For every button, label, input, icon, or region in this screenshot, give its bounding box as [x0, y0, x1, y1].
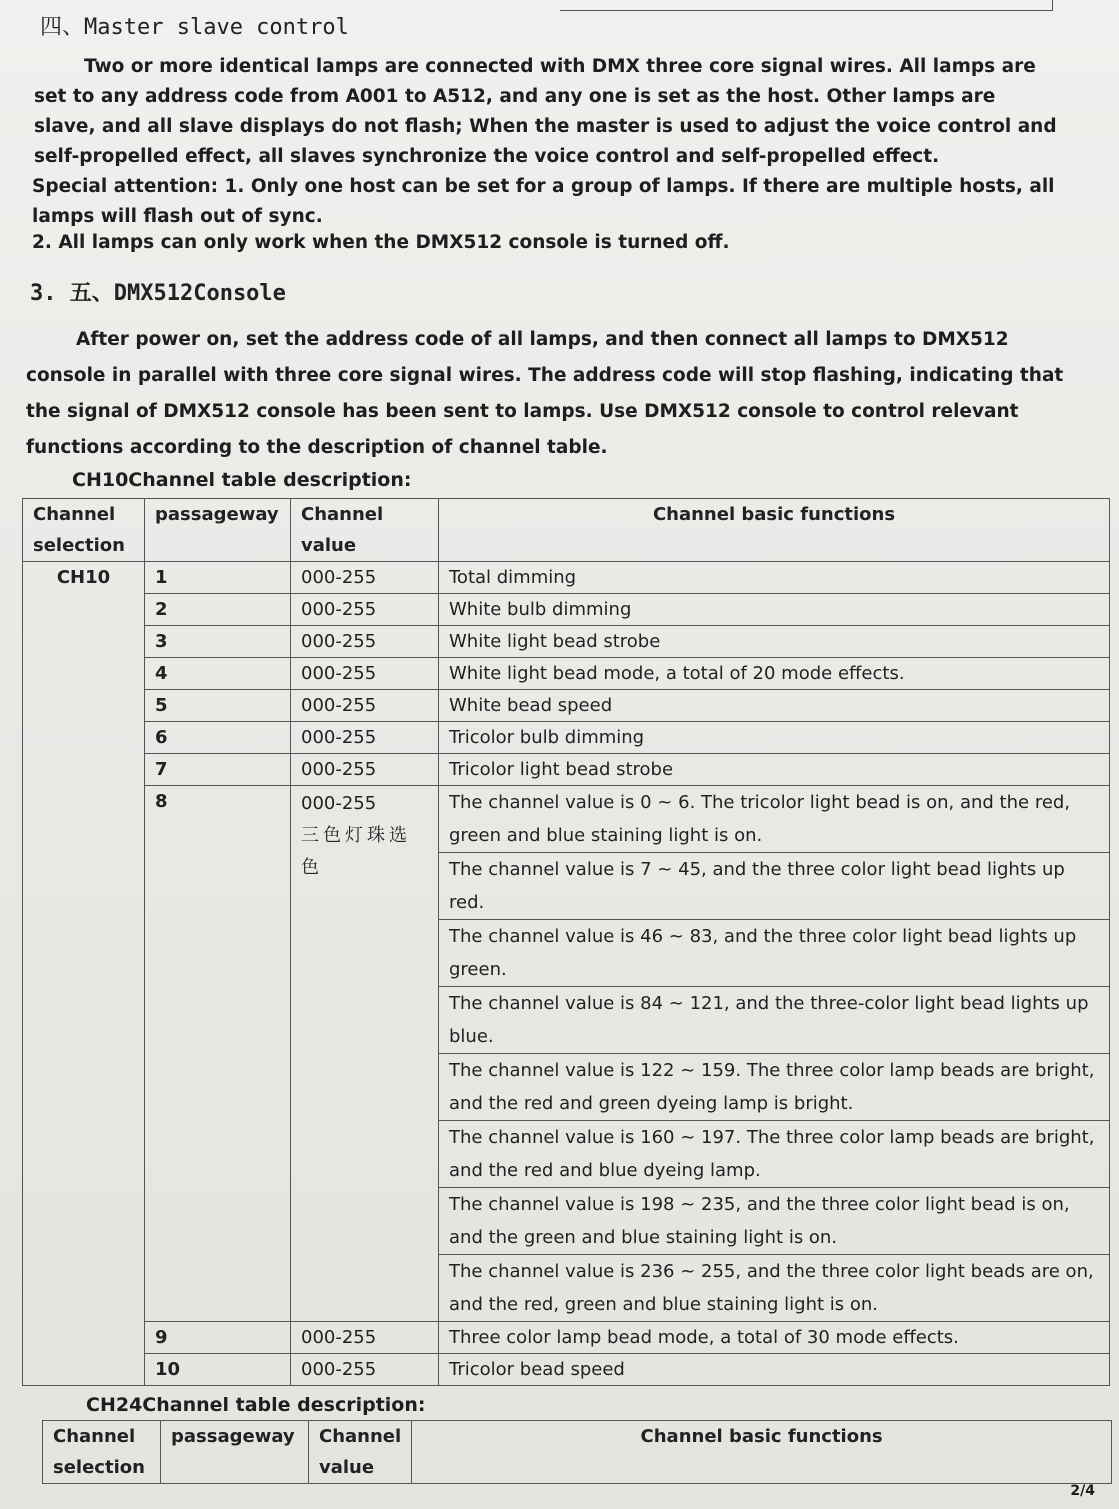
passageway-cell: 8	[145, 786, 291, 1322]
function-cell: The channel value is 0 ~ 6. The tricolor light bead is on, and the red, green and blue staining light is on.	[439, 786, 1109, 853]
table-row	[23, 1354, 1110, 1386]
function-cell: Total dimming	[439, 562, 1110, 594]
value-cell: 000-255	[291, 1354, 439, 1386]
passageway-cell: 1	[145, 562, 291, 594]
value-cell: 000-255	[291, 754, 439, 786]
table-row	[23, 1322, 1110, 1354]
function-cell: The channel value is 84 ~ 121, and the three-color light bead lights up blue.	[439, 987, 1109, 1054]
function-cell: White light bead strobe	[439, 626, 1110, 658]
section-5-title: 3. 五、DMX512Console	[30, 281, 286, 306]
header-channel-value: Channel value	[291, 499, 439, 562]
ch10-channel-table	[22, 498, 1110, 1386]
value-cell: 000-255	[291, 562, 439, 594]
special-attention-2: 2. All lamps can only work when the DMX512 console is turned off.	[32, 232, 730, 253]
table-row	[23, 658, 1110, 690]
function-cell: The channel value is 160 ~ 197. The three color lamp beads are bright, and the red and blue dyeing lamp.	[439, 1121, 1109, 1188]
special-attention-1: Special attention: 1. Only one host can be set for a group of lamps. If there are multiple hosts, all lamps will flash out of sync.	[32, 176, 1055, 227]
table-row	[23, 594, 1110, 626]
function-cell: The channel value is 46 ~ 83, and the three color light bead lights up green.	[439, 920, 1109, 987]
top-frame-line	[560, 0, 1053, 11]
table-row	[23, 754, 1110, 786]
header-passageway: passageway	[161, 1421, 309, 1484]
passageway-cell: 4	[145, 658, 291, 690]
value-cell	[291, 786, 439, 1322]
passageway-cell: 9	[145, 1322, 291, 1354]
section-4-title: 四、Master slave control	[40, 15, 349, 40]
value-cell: 000-255	[291, 594, 439, 626]
value-cell: 000-255	[291, 1322, 439, 1354]
value-cell: 000-255	[291, 722, 439, 754]
value-cell: 000-255	[291, 626, 439, 658]
header-channel-selection: Channel selection	[43, 1421, 161, 1484]
header-channel-value: Channel value	[309, 1421, 412, 1484]
function-cell: Tricolor light bead strobe	[439, 754, 1110, 786]
function-cell: The channel value is 122 ~ 159. The three color lamp beads are bright, and the red and green dyeing lamp is bright.	[439, 1054, 1109, 1121]
passageway-cell: 6	[145, 722, 291, 754]
passageway-cell: 7	[145, 754, 291, 786]
function-cell-group	[439, 786, 1110, 1322]
value-cell: 000-255	[291, 690, 439, 722]
value-chinese-label: 三色灯珠选色	[301, 825, 411, 878]
passageway-cell: 3	[145, 626, 291, 658]
header-channel-selection: Channel selection	[23, 499, 145, 562]
function-cell: White bulb dimming	[439, 594, 1110, 626]
header-basic-functions: Channel basic functions	[412, 1421, 1112, 1484]
passageway-cell: 5	[145, 690, 291, 722]
table-row	[23, 722, 1110, 754]
header-passageway: passageway	[145, 499, 291, 562]
function-cell: The channel value is 198 ~ 235, and the three color light bead is on, and the green and blue staining light is on.	[439, 1188, 1109, 1255]
value-cell: 000-255	[291, 658, 439, 690]
function-cell: The channel value is 7 ~ 45, and the three color light bead lights up red.	[439, 853, 1109, 920]
table-row-channel-8	[23, 786, 1110, 1322]
function-cell: White bead speed	[439, 690, 1110, 722]
function-cell: White light bead mode, a total of 20 mode effects.	[439, 658, 1110, 690]
table-row	[23, 562, 1110, 594]
function-cell: The channel value is 236 ~ 255, and the three color light beads are on, and the red, green and blue staining light is on.	[449, 1261, 1094, 1315]
ch24-caption: CH24Channel table description:	[86, 1394, 426, 1416]
value-range: 000-255	[301, 793, 377, 814]
function-cell: Tricolor bulb dimming	[439, 722, 1110, 754]
function-cell: Tricolor bead speed	[439, 1354, 1110, 1386]
header-basic-functions: Channel basic functions	[439, 499, 1110, 562]
table-row	[23, 690, 1110, 722]
passageway-cell: 10	[145, 1354, 291, 1386]
console-paragraph: After power on, set the address code of all lamps, and then connect all lamps to DMX512 console in parallel with three core signal wires. The address code will stop flashing, indicating that the signal of DMX512 console has been sent to lamps. Use DMX512 console to control relevant functions according to the description of channel table.	[26, 329, 1064, 458]
table-header-row	[43, 1421, 1112, 1484]
channel-selection-cell: CH10	[23, 562, 145, 1386]
passageway-cell: 2	[145, 594, 291, 626]
page-number: 2/4	[1070, 1483, 1095, 1499]
table-header-row	[23, 499, 1110, 562]
function-cell: Three color lamp bead mode, a total of 30 mode effects.	[439, 1322, 1110, 1354]
ch24-channel-table	[42, 1420, 1112, 1484]
master-slave-paragraph: Two or more identical lamps are connected with DMX three core signal wires. All lamps are set to any address code from A001 to A512, and any one is set as the host. Other lamps are slave, and all slave displays do not flash; When the master is used to adjust the voice control and self-propelled effect, all slaves synchronize the voice control and self-propelled effect.	[34, 56, 1057, 167]
ch10-caption: CH10Channel table description:	[72, 469, 412, 491]
table-row	[23, 626, 1110, 658]
